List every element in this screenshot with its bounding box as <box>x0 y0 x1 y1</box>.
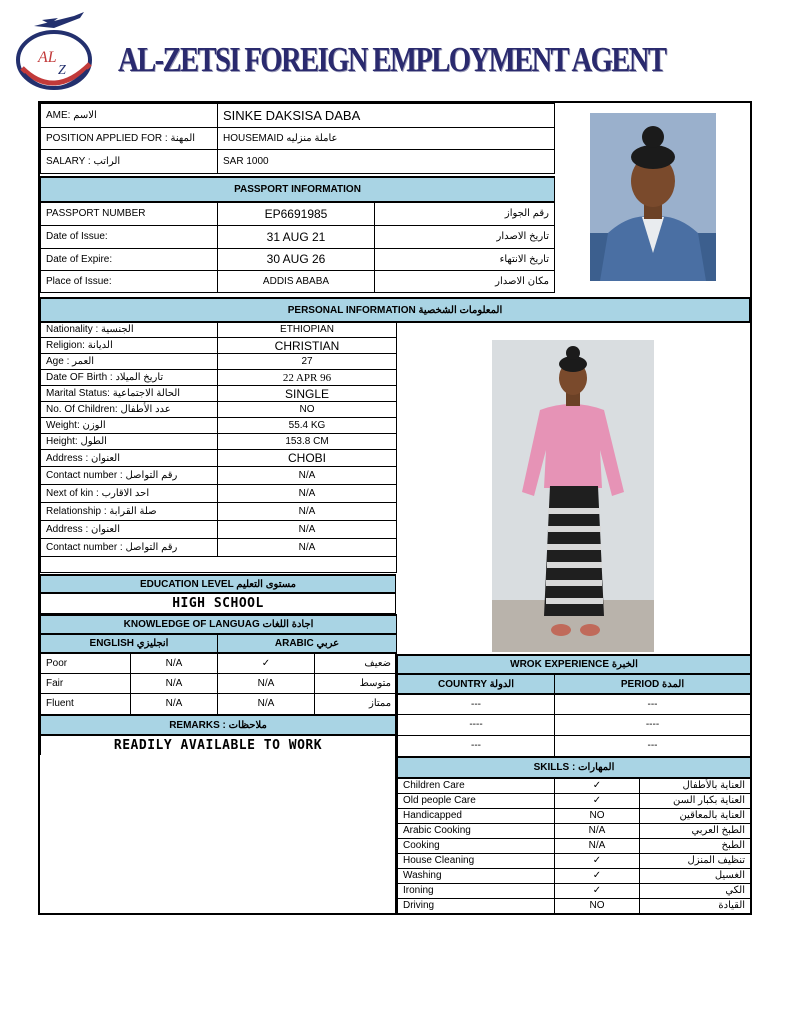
skill-row <box>398 898 751 913</box>
skill-row <box>398 808 751 823</box>
level-poor: Poor <box>41 653 131 673</box>
skills-table <box>397 756 751 914</box>
relationship-label: Relationship : صلة القرابة <box>41 503 218 521</box>
experience-row <box>398 735 751 756</box>
issue-place-value: ADDIS ABABA <box>218 270 375 292</box>
country-value: ---- <box>398 714 555 735</box>
skill-row <box>398 838 751 853</box>
personal-row <box>41 450 397 467</box>
skills-header: SKILLS : المهارات <box>398 757 751 778</box>
skill-label: Children Care <box>398 778 555 793</box>
language-row <box>41 673 397 693</box>
passport-number-ar: رقم الجواز <box>375 202 555 225</box>
skill-label-ar: الطبخ <box>640 838 751 853</box>
passport-photo <box>590 113 716 281</box>
country-header: COUNTRY الدولة <box>398 674 555 694</box>
level-fair: Fair <box>41 673 131 693</box>
personal-row <box>41 418 397 434</box>
personal-row <box>41 354 397 370</box>
position-value: HOUSEMAID عاملة منزليه <box>218 128 555 150</box>
skill-label-ar: العناية بالأطفال <box>640 778 751 793</box>
personal-row <box>41 434 397 450</box>
relationship-value: N/A <box>218 503 397 521</box>
kin-label: Next of kin : احد الاقارب <box>41 485 218 503</box>
address-label: Address : العنوان <box>41 450 218 467</box>
name-value: SINKE DAKSISA DABA <box>218 104 555 128</box>
passport-row <box>41 225 555 248</box>
level-fair-ar: متوسط <box>315 673 397 693</box>
country-value: --- <box>398 735 555 756</box>
education-table <box>40 574 396 614</box>
skill-label-ar: تنظيف المنزل <box>640 853 751 868</box>
dob-value: 22 APR 96 <box>218 370 397 386</box>
personal-table <box>40 321 397 573</box>
passport-row <box>41 270 555 292</box>
level-poor-ar: ضعيف <box>315 653 397 673</box>
kin-address-label: Address : العنوان <box>41 521 218 539</box>
address-value: CHOBI <box>218 450 397 467</box>
religion-value: CHRISTIAN <box>218 338 397 354</box>
personal-row <box>41 402 397 418</box>
education-header: EDUCATION LEVEL مستوى التعليم <box>41 575 396 593</box>
personal-row <box>41 503 397 521</box>
issue-place-label: Place of Issue: <box>41 270 218 292</box>
english-fluent: N/A <box>131 693 218 714</box>
skill-label: Old people Care <box>398 793 555 808</box>
passport-row <box>41 202 555 225</box>
weight-label: Weight: الوزن <box>41 418 218 434</box>
full-body-photo <box>492 340 654 652</box>
top-info-table <box>40 103 555 174</box>
period-value: --- <box>555 735 751 756</box>
personal-row <box>41 485 397 503</box>
personal-row <box>41 338 397 354</box>
period-value: ---- <box>555 714 751 735</box>
language-table <box>40 614 397 715</box>
height-value: 153.8 CM <box>218 434 397 450</box>
personal-row <box>41 467 397 485</box>
remarks-value: READILY AVAILABLE TO WORK <box>41 735 396 755</box>
expiry-date-value: 30 AUG 26 <box>218 248 375 270</box>
logo-text-al: AL <box>38 49 57 66</box>
issue-place-ar: مكان الاصدار <box>375 270 555 292</box>
passport-header: PASSPORT INFORMATION <box>41 177 555 202</box>
personal-row <box>41 521 397 539</box>
skill-value: NO <box>555 898 640 913</box>
logo-text-z: Z <box>58 63 66 78</box>
passport-number-label: PASSPORT NUMBER <box>41 202 218 225</box>
skill-label: Driving <box>398 898 555 913</box>
skill-row <box>398 868 751 883</box>
nationality-label: Nationality : الجنسية <box>41 322 218 338</box>
agency-name: AL-ZETSI FOREIGN EMPLOYMENT AGENT <box>118 40 666 79</box>
kin-contact-value: N/A <box>218 539 397 557</box>
skill-value: N/A <box>555 838 640 853</box>
contact-value: N/A <box>218 467 397 485</box>
contact-label: Contact number : رقم التواصل <box>41 467 218 485</box>
weight-value: 55.4 KG <box>218 418 397 434</box>
personal-header: PERSONAL INFORMATION المعلومات الشخصية <box>41 298 750 322</box>
name-label: AME: الاسم <box>41 104 218 128</box>
personal-header-table <box>40 297 750 323</box>
blank-row <box>41 557 397 573</box>
kin-address-value: N/A <box>218 521 397 539</box>
language-row <box>41 653 397 673</box>
position-label: POSITION APPLIED FOR : المهنة <box>41 128 218 150</box>
salary-label: SALARY : الراتب <box>41 150 218 174</box>
religion-label: Religion: الديانة <box>41 338 218 354</box>
arabic-header: ARABIC عربي <box>218 634 397 653</box>
skill-value: N/A <box>555 823 640 838</box>
personal-row <box>41 322 397 338</box>
children-value: NO <box>218 402 397 418</box>
skill-label-ar: القيادة <box>640 898 751 913</box>
english-header: ENGLISH انجليزي <box>41 634 218 653</box>
age-value: 27 <box>218 354 397 370</box>
age-label: Age : العمر <box>41 354 218 370</box>
dob-label: Date OF Birth : تاريخ الميلاد <box>41 370 218 386</box>
expiry-date-ar: تاريخ الانتهاء <box>375 248 555 270</box>
salary-value: SAR 1000 <box>218 150 555 174</box>
passport-row <box>41 248 555 270</box>
issue-date-label: Date of Issue: <box>41 225 218 248</box>
height-label: Height: الطول <box>41 434 218 450</box>
personal-row <box>41 386 397 402</box>
marital-label: Marital Status: الحالة الاجتماعية <box>41 386 218 402</box>
skill-label: Ironing <box>398 883 555 898</box>
marital-value: SINGLE <box>218 386 397 402</box>
personal-row <box>41 539 397 557</box>
skill-label: Washing <box>398 868 555 883</box>
skill-label: House Cleaning <box>398 853 555 868</box>
language-row <box>41 693 397 714</box>
experience-table <box>397 654 751 757</box>
expiry-date-label: Date of Expire: <box>41 248 218 270</box>
skill-value: ✓ <box>555 883 640 898</box>
issue-date-value: 31 AUG 21 <box>218 225 375 248</box>
skill-row <box>398 778 751 793</box>
kin-contact-label: Contact number : رقم التواصل <box>41 539 218 557</box>
skill-label-ar: الغسيل <box>640 868 751 883</box>
skill-value: ✓ <box>555 778 640 793</box>
issue-date-ar: تاريخ الاصدار <box>375 225 555 248</box>
skill-value: ✓ <box>555 868 640 883</box>
country-value: --- <box>398 694 555 714</box>
education-value: HIGH SCHOOL <box>41 593 396 613</box>
level-fluent-ar: ممتاز <box>315 693 397 714</box>
experience-row <box>398 694 751 714</box>
personal-row <box>41 370 397 386</box>
english-poor: N/A <box>131 653 218 673</box>
period-value: --- <box>555 694 751 714</box>
skill-row <box>398 883 751 898</box>
language-header: KNOWLEDGE OF LANGUAG اجادة اللغات <box>41 615 397 634</box>
passport-number-value: EP6691985 <box>218 202 375 225</box>
skill-value: ✓ <box>555 853 640 868</box>
skill-label: Arabic Cooking <box>398 823 555 838</box>
skill-label-ar: الطبخ العربي <box>640 823 751 838</box>
skill-label: Cooking <box>398 838 555 853</box>
remarks-header: REMARKS : ملاحظات <box>41 715 396 735</box>
skill-label-ar: العناية بالمعاقين <box>640 808 751 823</box>
kin-value: N/A <box>218 485 397 503</box>
children-label: No. Of Children: عدد الأطفال <box>41 402 218 418</box>
skill-label: Handicapped <box>398 808 555 823</box>
experience-row <box>398 714 751 735</box>
nationality-value: ETHIOPIAN <box>218 322 397 338</box>
level-fluent: Fluent <box>41 693 131 714</box>
arabic-fair: N/A <box>218 673 315 693</box>
skill-row <box>398 823 751 838</box>
skill-row <box>398 853 751 868</box>
skill-value: NO <box>555 808 640 823</box>
arabic-fluent: N/A <box>218 693 315 714</box>
passport-table <box>40 176 555 293</box>
english-fair: N/A <box>131 673 218 693</box>
skill-label-ar: الكي <box>640 883 751 898</box>
agency-logo <box>14 8 100 92</box>
arabic-poor: ✓ <box>218 653 315 673</box>
skill-value: ✓ <box>555 793 640 808</box>
period-header: PERIOD المدة <box>555 674 751 694</box>
skill-row <box>398 793 751 808</box>
remarks-table <box>40 714 396 755</box>
experience-header: WROK EXPERIENCE الخبرة <box>398 655 751 674</box>
skill-label-ar: العناية بكبار السن <box>640 793 751 808</box>
